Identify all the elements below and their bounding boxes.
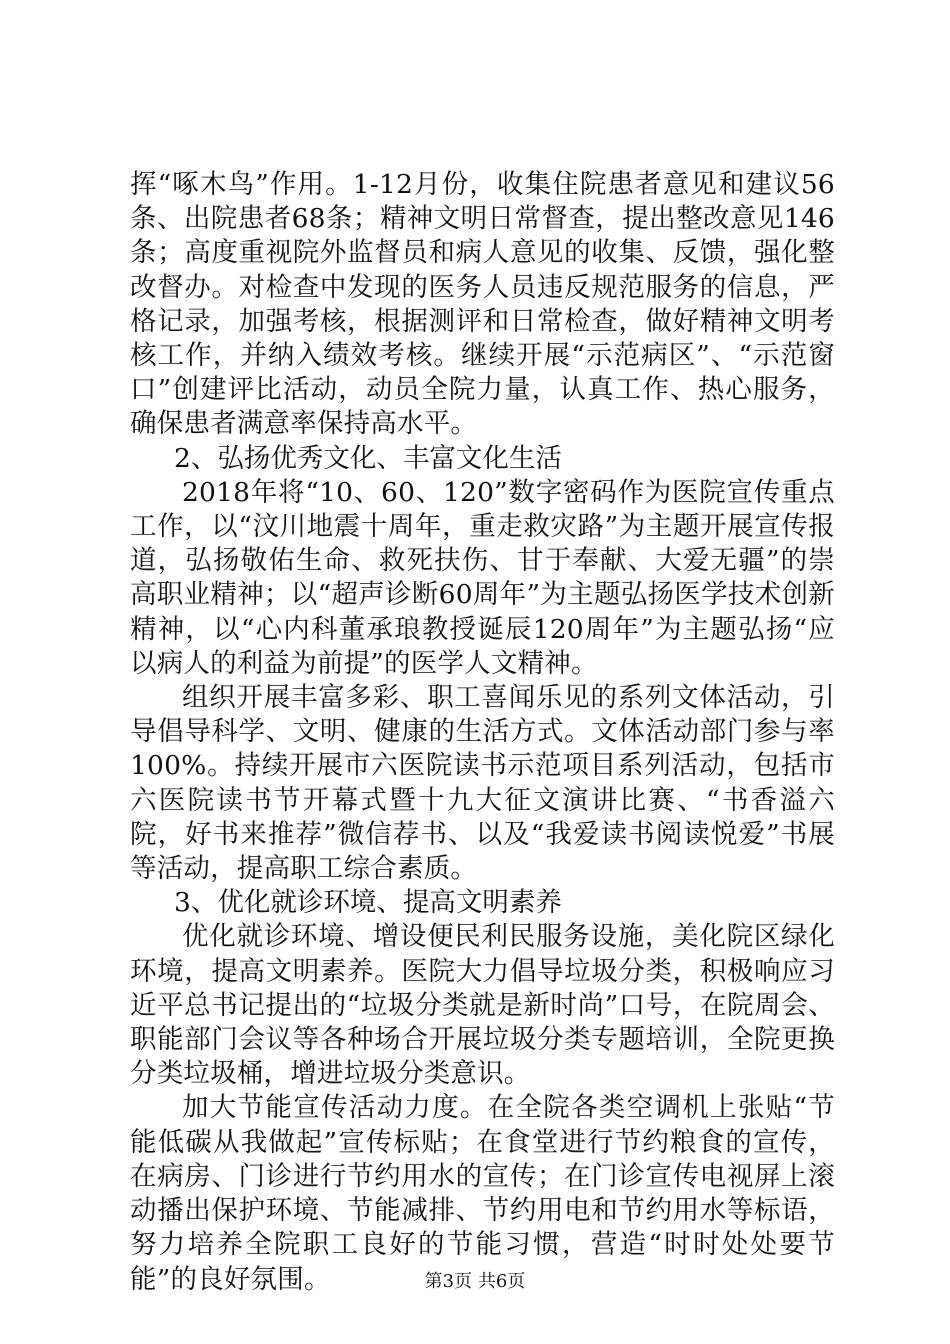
section-heading-culture: 2、弘扬优秀文化、丰富文化生活	[174, 442, 562, 474]
section-heading-environment: 3、优化就诊环境、提高文明素养	[174, 887, 562, 919]
page-number-label: 第3页 共6页	[424, 1271, 526, 1292]
paragraph-feedback-supervision: 挥“啄木鸟”作用。1-12月份，收集住院患者意见和建议56条、出院患者68条；精神文明日常督查，提出整改意见146条；高度重视院外监督员和病人意见的收集、反馈，强化整改督办。对检查中发现的医务人员违反规范服务的信息，严格记录，加强考核，根据测评和日常检查，做好精神文明考核工作，并纳入绩效考核。继续开展“示范病区”、“示范窗口”创建评比活动，动员全院力量，认真工作、热心服务，确保患者满意率保持高水平。	[130, 169, 835, 440]
document-body	[130, 168, 835, 1297]
paragraph-energy-saving: 加大节能宣传活动力度。在全院各类空调机上张贴“节能低碳从我做起”宣传标贴；在食堂进行节约粮食的宣传，在病房、门诊进行节约用水的宣传；在门诊宣传电视屏上滚动播出保护环境、节能减排、节约用电和节约用水等标语，努力培养全院职工良好的节能习惯，营造“时时处处要节能”的良好氛围。	[130, 1092, 835, 1295]
paragraph-garbage-sorting: 优化就诊环境、增设便民利民服务设施，美化院区绿化环境，提高文明素养。医院大力倡导垃圾分类，积极响应习近平总书记提出的“垃圾分类就是新时尚”口号，在院周会、职能部门会议等各种场合开展垃圾分类专题培训，全院更换分类垃圾桶，增进垃圾分类意识。	[130, 921, 835, 1090]
paragraph-cultural-activities: 组织开展丰富多彩、职工喜闻乐见的系列文体活动，引导倡导科学、文明、健康的生活方式。文体活动部门参与率100%。持续开展市六医院读书示范项目系列活动，包括市六医院读书节开幕式暨十九大征文演讲比赛、“书香溢六院，好书来推荐”微信荐书、以及“我爱读书阅读悦爱”书展等活动，提高职工综合素质。	[130, 682, 835, 885]
paragraph-publicity-themes: 2018年将“10、60、120”数字密码作为医院宣传重点工作，以“汶川地震十周年，重走救灾路”为主题开展宣传报道，弘扬敬佑生命、救死扶伤、甘于奉献、大爱无疆”的崇高职业精神；以“超声诊断60周年”为主题弘扬医学技术创新精神，以“心内科董承琅教授诞辰120周年”为主题弘扬“应以病人的利益为前提”的医学人文精神。	[130, 476, 835, 679]
page-footer	[0, 1270, 950, 1294]
